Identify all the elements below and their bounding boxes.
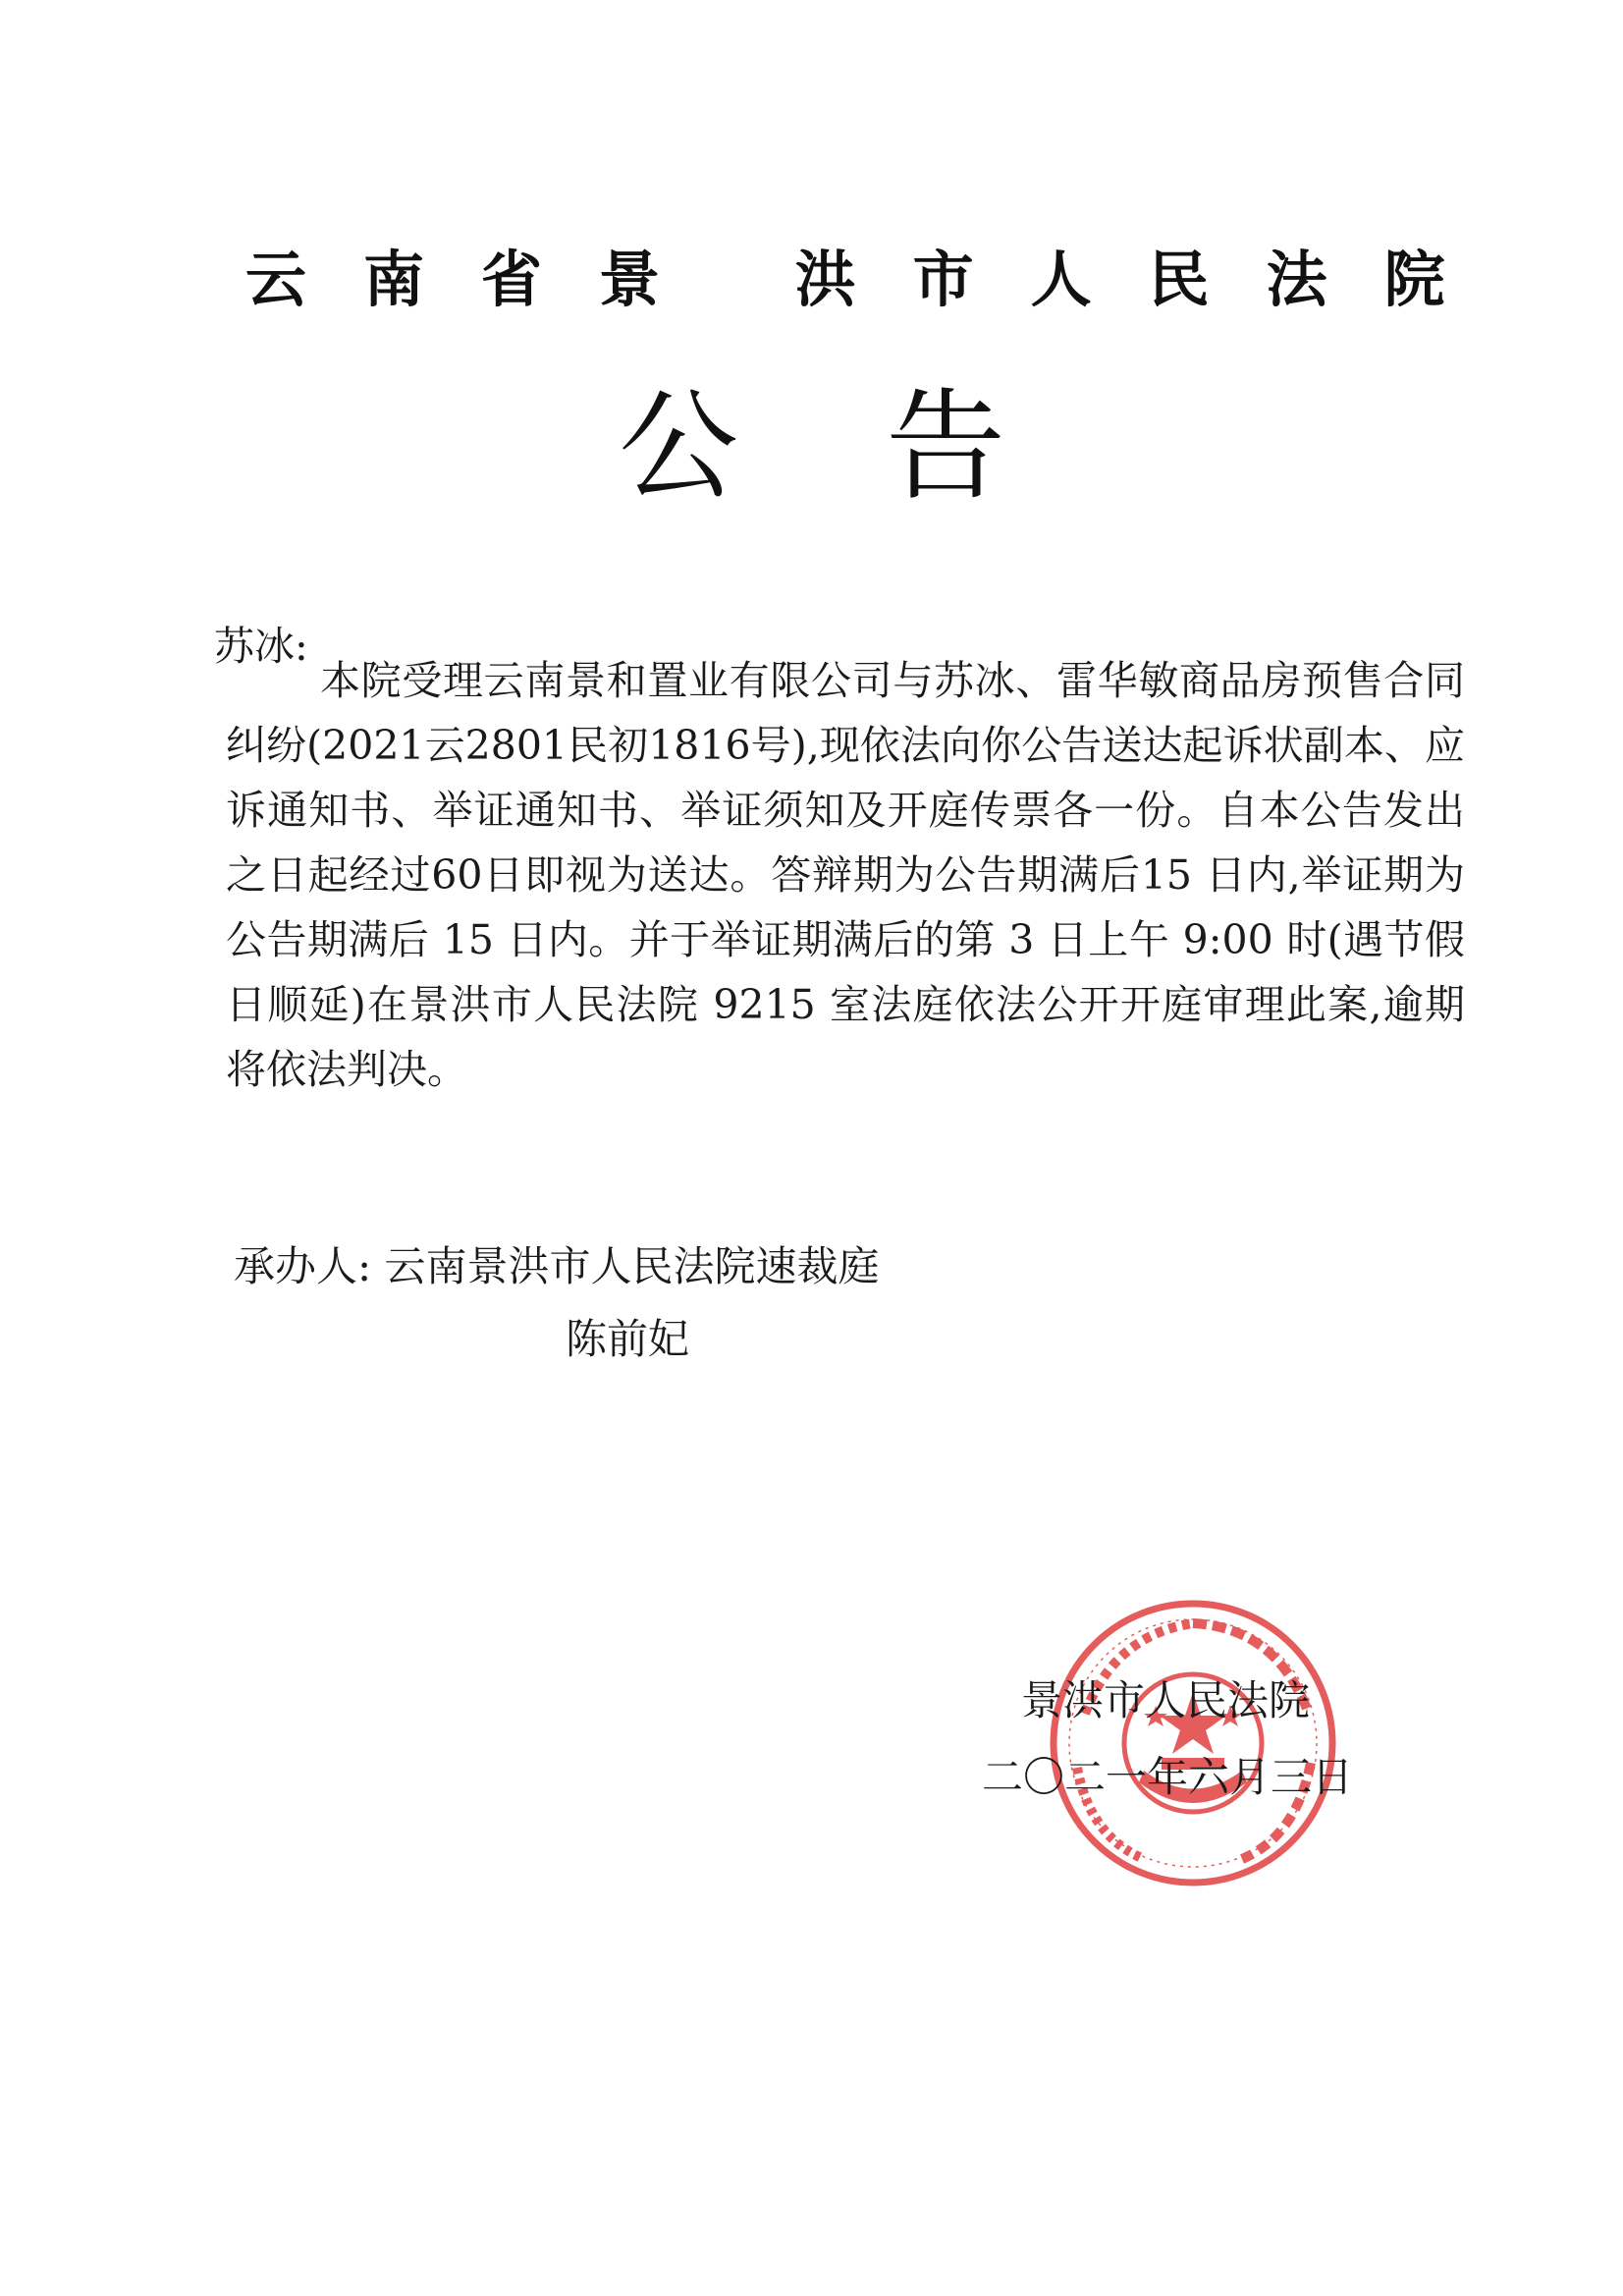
- court-seal-icon: [1046, 1596, 1340, 1890]
- notice-body: 本院受理云南景和置业有限公司与苏冰、雷华敏商品房预售合同纠纷(2021云2801民初1816号),现依法向你公告送达起诉状副本、应诉通知书、举证通知书、举证须知及开庭传票各一份。自本公告发出之日起经过60日即视为送达。答辩期为公告期满后15 日内,举证期为公告期满后 15 日内。并于举证期满后的第 3 日上午 9:00 时(遇节假日顺延)在景洪市人民法院 9215 室法庭依法公开开庭审理此案,逾期将依法判决。: [226, 657, 1465, 1093]
- document-title: 公告: [619, 377, 1153, 517]
- signature-court-name: 景洪市人民法院: [1021, 1676, 1311, 1724]
- recipient-name: 苏冰:: [214, 623, 308, 670]
- handler-line: 承办人: 云南景洪市人民法院速裁庭: [234, 1242, 880, 1290]
- court-name-heading: 云南省景 洪市人民法院: [245, 244, 1502, 315]
- handler-name: 陈前妃: [566, 1315, 690, 1363]
- signature-date: 二〇二一年六月三日: [982, 1753, 1354, 1801]
